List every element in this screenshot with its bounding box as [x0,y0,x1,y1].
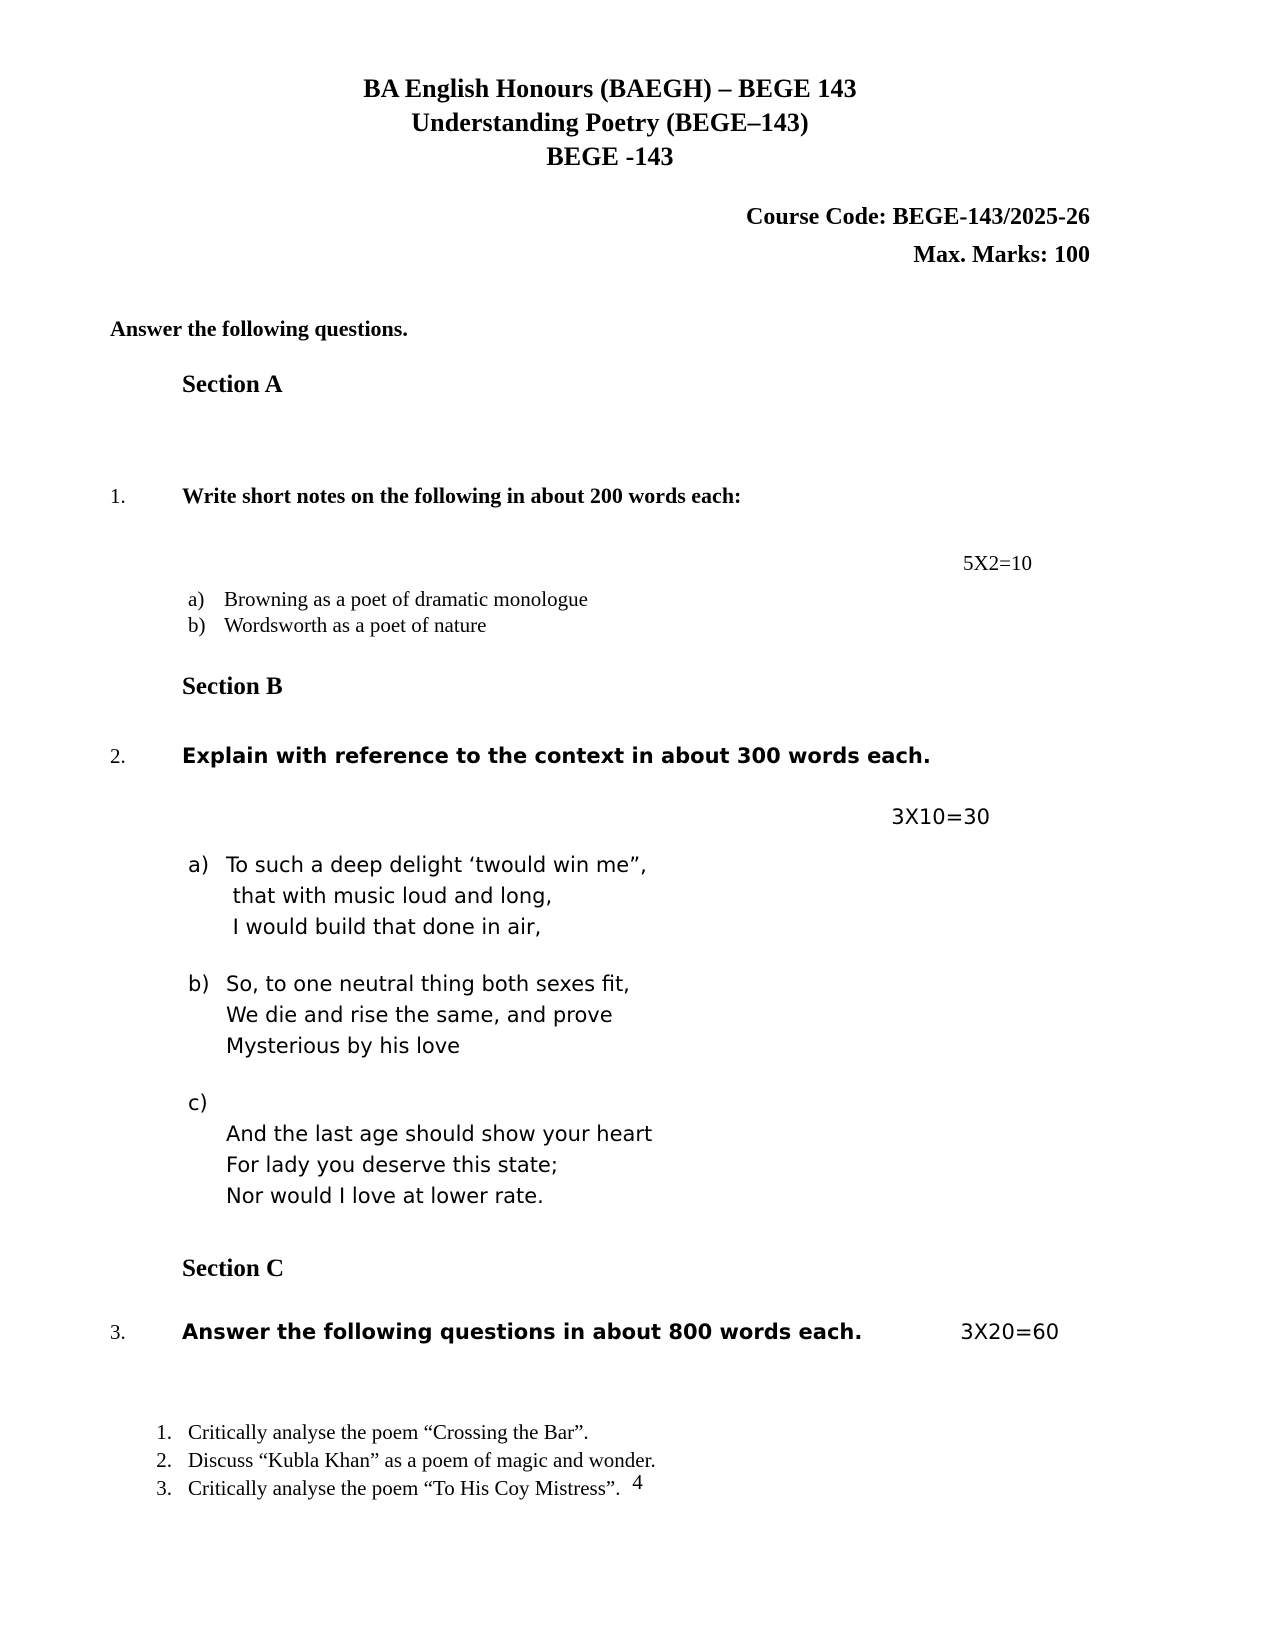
question-1-items [188,586,1110,638]
question-1-text: Write short notes on the following in about 200 words each: [182,483,742,508]
poem-lines [226,850,647,943]
max-marks: Max. Marks: 100 [913,242,1090,268]
poem-line: Nor would I love at lower rate. [226,1184,544,1208]
title-line-2: Understanding Poetry (BEGE–143) [411,108,809,137]
item-text: Browning as a poet of dramatic monologue [224,587,588,611]
poem-lines [226,1088,652,1212]
page-number: 4 [632,1470,643,1494]
item-text: Wordsworth as a poet of nature [224,613,487,637]
item-label: 2. [156,1448,172,1472]
question-3-marks: 3X20=60 [960,1320,1060,1344]
item-text: Discuss “Kubla Khan” as a poem of magic and wonder. [188,1448,656,1472]
poem-line: So, to one neutral thing both sexes fit, [226,972,630,996]
question-2-items [188,850,1110,1212]
question-1-number: 1. [110,484,126,508]
item-label: c) [188,1091,208,1115]
poem-line: Mysterious by his love [226,1034,461,1058]
item-text: Critically analyse the poem “Crossing the Bar”. [188,1420,589,1444]
question-2-marks: 3X10=30 [891,805,990,829]
question-2-text: Explain with reference to the context in about 300 words each. [182,744,931,768]
course-code: Course Code: BEGE-143/2025-26 [746,204,1090,230]
poem-line: For lady you deserve this state; [226,1153,558,1177]
list-item [142,1418,1110,1446]
question-2-number: 2. [110,744,126,768]
question-3-number: 3. [110,1320,126,1344]
item-label: a) [188,853,210,877]
poem-line: And the last age should show your heart [226,1122,653,1146]
item-label: 1. [156,1420,172,1444]
answer-instruction: Answer the following questions. [110,316,408,341]
item-label: b) [188,613,206,637]
list-item [188,850,1110,943]
item-label: b) [188,972,210,996]
poem-line: We die and rise the same, and prove [226,1003,613,1027]
poem-lines [226,969,630,1062]
question-3-row [110,1318,1110,1346]
section-a-heading: Section A [182,371,283,398]
section-c-heading: Section C [182,1255,285,1282]
list-item [188,969,1110,1062]
poem-line: To such a deep delight ‘twould win me”, [226,853,647,877]
poem-line [226,1088,652,1119]
document-title-block [110,0,1110,174]
item-label: a) [188,587,205,611]
section-b-heading: Section B [182,673,283,700]
list-item [188,586,1110,612]
item-text: Critically analyse the poem “To His Coy Mistress”. [188,1476,621,1500]
page-content [110,0,1110,1502]
poem-line: I would build that done in air, [226,915,542,939]
question-2-row [110,742,1110,770]
question-3-text: Answer the following questions in about 800 words each. [182,1320,863,1344]
poem-line: that with music loud and long, [226,884,553,908]
title-line-1: BA English Honours (BAEGH) – BEGE 143 [363,74,857,103]
course-meta-block [110,198,1110,274]
title-line-3: BEGE -143 [546,142,674,171]
question-1-row [110,482,1110,510]
list-item [188,612,1110,638]
question-1-marks: 5X2=10 [962,551,1032,575]
item-label: 3. [156,1476,172,1500]
list-item [188,1088,1110,1212]
